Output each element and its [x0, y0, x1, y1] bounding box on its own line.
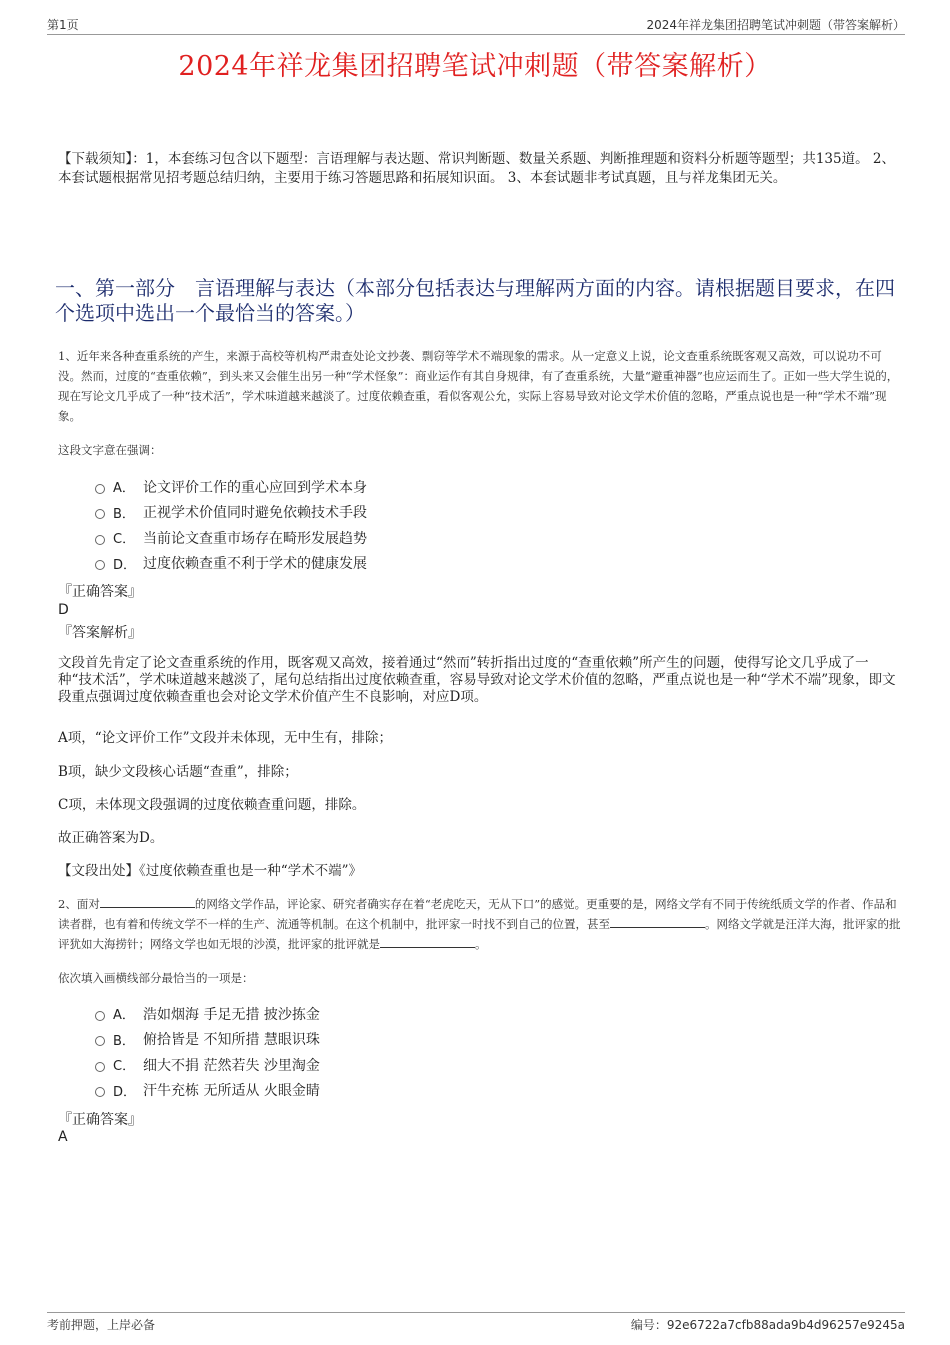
passage-source: 【文段出处】《过度依赖查重也是一种“学术不端”》 [58, 863, 363, 879]
question-1-text: 1、近年来各种查重系统的产生，来源于高校等机构严肃查处论文抄袭、剽窃等学术不端现象的需求。从一定意义上说，论文查重系统既客观又高效，可以说功不可没。然而，过度的“查重依赖”，到头来又会催生出另一种“学术怪象”：商业运作有其自身规律，有了查重系统，大量“避重神器”也应运而生了。正如一些大学生说的，现在写论文几乎成了一种“技术活”，学术味道越来越淡了。过度依赖查重，看似客观公允，实际上容易导致对论文学术价值的忽略，严重点说也是一种“学术不端”现象。 [58, 349, 899, 423]
fill-blank [380, 935, 475, 948]
page-number: 第1页 [47, 18, 79, 32]
question-2-text: 2、面对 的网络文学作品，评论家、研究者确实存在着“老虎吃天，无从下口”的感觉。更重要的是，网络文学有不同于传统纸质文学的作者、作品和读者群，也有着和传统文学不一样的生产、流通等机制。在这个机制中，批评家一时找不到自己的位置，甚至 。网络文学就是汪洋大海，批评家的批评犹如大海捞针；网络文学也如无垠的沙漠，批评家的批评就是 。 [58, 897, 901, 951]
option-b[interactable]: B． 正视学术价值同时避免依赖技术手段 [95, 500, 367, 526]
analysis-text: 文段首先肯定了论文查重系统的作用，既客观又高效，接着通过“然而”转折指出过度的“查重依赖”所产生的问题，使得写论文几乎成了一种“技术活”，学术味道越来越淡了，尾句总结指出过度依赖查重，容易导致对论文学术价值的忽略，严重点说也是一种“学术不端”现象，即文段重点强调过度依赖查重也会对论文学术价值产生不良影响，对应D项。 [58, 655, 896, 705]
document-title: 2024年祥龙集团招聘笔试冲刺题（带答案解析） [178, 51, 772, 82]
option-c[interactable]: C． 细大不捐 茫然若失 沙里淘金 [95, 1052, 320, 1078]
question-2-options [95, 1001, 320, 1103]
option-d[interactable]: D． 过度依赖查重不利于学术的健康发展 [95, 551, 367, 577]
question-1-prompt: 这段文字意在强调： [58, 443, 162, 457]
footer-slogan: 考前押题，上岸必备 [47, 1318, 156, 1332]
radio-icon[interactable] [95, 560, 105, 570]
analysis-conclusion: 故正确答案为D。 [58, 830, 164, 846]
section-heading: 一、第一部分 言语理解与表达（本部分包括表达与理解两方面的内容。请根据题目要求，在四个选项中选出一个最恰当的答案。） [55, 276, 895, 325]
correct-answer: D [58, 602, 69, 618]
radio-icon[interactable] [95, 1087, 105, 1097]
page-header [47, 14, 905, 35]
answer-label: 『正确答案』 [58, 584, 142, 600]
analysis-option-c: C项，未体现文段强调的过度依赖查重问题，排除。 [58, 797, 366, 813]
correct-answer: A [58, 1129, 68, 1145]
option-a[interactable]: A． 论文评价工作的重心应回到学术本身 [95, 474, 367, 500]
radio-icon[interactable] [95, 535, 105, 545]
option-d[interactable]: D． 汗牛充栋 无所适从 火眼金睛 [95, 1078, 320, 1104]
question-2-prompt: 依次填入画横线部分最恰当的一项是： [58, 971, 254, 985]
option-a[interactable]: A． 浩如烟海 手足无措 披沙拣金 [95, 1001, 320, 1027]
fill-blank [100, 895, 195, 908]
option-b[interactable]: B． 俯拾皆是 不知所措 慧眼识珠 [95, 1027, 320, 1053]
question-1-options [95, 474, 367, 576]
radio-icon[interactable] [95, 509, 105, 519]
radio-icon[interactable] [95, 484, 105, 494]
fill-blank [610, 915, 705, 928]
analysis-option-a: A项，“论文评价工作”文段并未体现，无中生有，排除； [58, 730, 393, 746]
page-footer [47, 1312, 905, 1333]
download-notice: 【下载须知】：1，本套练习包含以下题型：言语理解与表达题、常识判断题、数量关系题、判断推理题和资料分析题等题型；共135道。 2、本套试题根据常见招考题总结归纳，主要用于练习答题思路和拓展知识面。 3、本套试题非考试真题，且与祥龙集团无关。 [58, 151, 895, 186]
radio-icon[interactable] [95, 1011, 105, 1021]
answer-label: 『正确答案』 [58, 1112, 142, 1128]
radio-icon[interactable] [95, 1036, 105, 1046]
header-doc-title: 2024年祥龙集团招聘笔试冲刺题（带答案解析） [646, 18, 905, 32]
option-c[interactable]: C． 当前论文查重市场存在畸形发展趋势 [95, 525, 367, 551]
radio-icon[interactable] [95, 1062, 105, 1072]
analysis-label: 『答案解析』 [58, 625, 142, 641]
analysis-option-b: B项，缺少文段核心话题“查重”，排除； [58, 764, 298, 780]
document-id: 编号：92e6722a7cfb88ada9b4d96257e9245a [630, 1318, 905, 1332]
